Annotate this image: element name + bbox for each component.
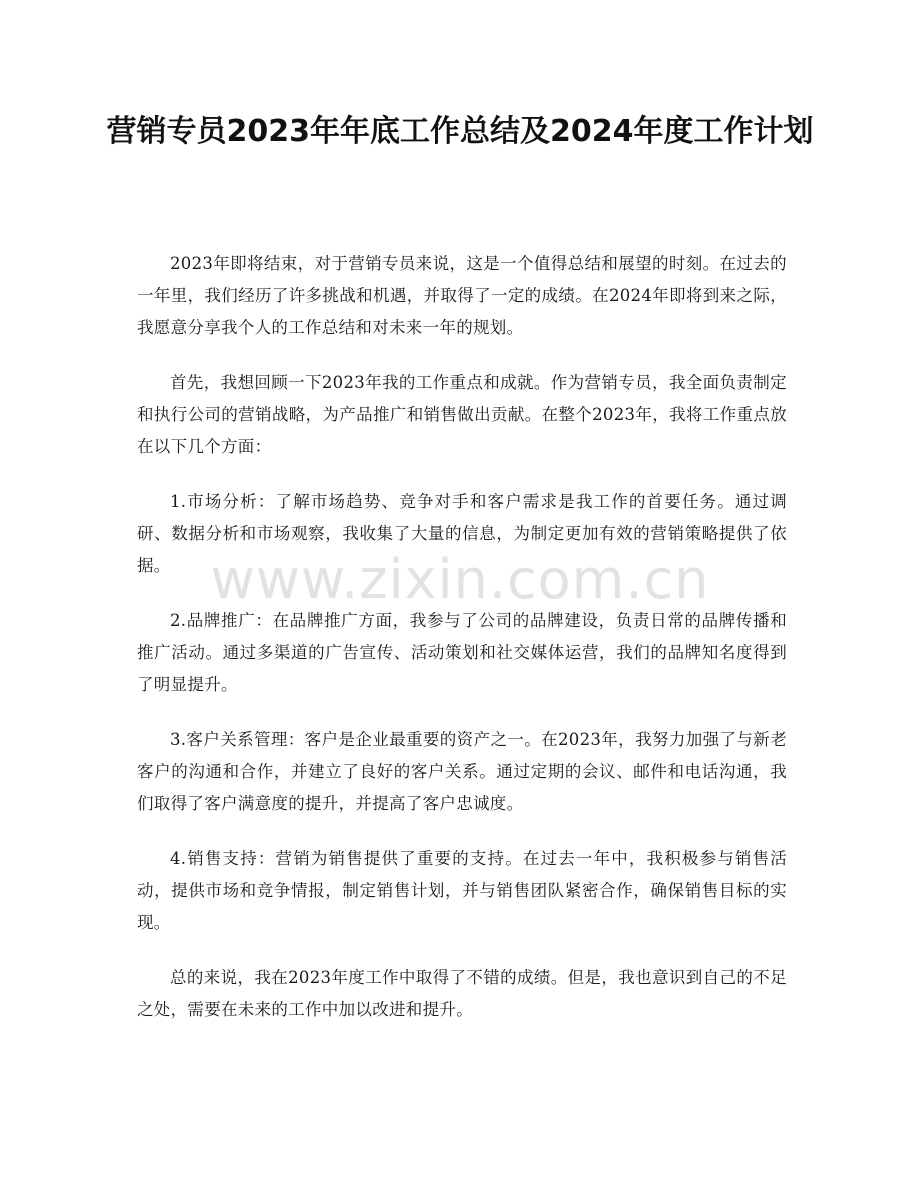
paragraph-market-analysis: 1.市场分析：了解市场趋势、竞争对手和客户需求是我工作的首要任务。通过调研、数据分析和市场观察，我收集了大量的信息，为制定更加有效的营销策略提供了依据。 — [137, 492, 787, 575]
paragraph-conclusion: 总的来说，我在2023年度工作中取得了不错的成绩。但是，我也意识到自己的不足之处，需要在未来的工作中加以改进和提升。 — [137, 968, 787, 1019]
paragraph-customer-relations: 3.客户关系管理：客户是企业最重要的资产之一。在2023年，我努力加强了与新老客户的沟通和合作，并建立了良好的客户关系。通过定期的会议、邮件和电话沟通，我们取得了客户满意度的提升，并提高了客户忠诚度。 — [137, 730, 787, 813]
document-title: 营销专员2023年年底工作总结及2024年度工作计划 — [106, 114, 814, 149]
paragraph-brand-promotion: 2.品牌推广：在品牌推广方面，我参与了公司的品牌建设，负责日常的品牌传播和推广活动。通过多渠道的广告宣传、活动策划和社交媒体运营，我们的品牌知名度得到了明显提升。 — [137, 611, 787, 694]
watermark: www.zixin.com.cn — [210, 548, 710, 611]
paragraph-intro: 2023年即将结束，对于营销专员来说，这是一个值得总结和展望的时刻。在过去的一年里，我们经历了许多挑战和机遇，并取得了一定的成绩。在2024年即将到来之际，我愿意分享我个人的工作总结和对未来一年的规划。 — [137, 254, 787, 337]
paragraph-review: 首先，我想回顾一下2023年我的工作重点和成就。作为营销专员，我全面负责制定和执行公司的营销战略，为产品推广和销售做出贡献。在整个2023年，我将工作重点放在以下几个方面： — [137, 373, 787, 456]
paragraph-sales-support: 4.销售支持：营销为销售提供了重要的支持。在过去一年中，我积极参与销售活动，提供市场和竞争情报，制定销售计划，并与销售团队紧密合作，确保销售目标的实现。 — [137, 849, 787, 932]
document-body — [137, 248, 787, 1049]
